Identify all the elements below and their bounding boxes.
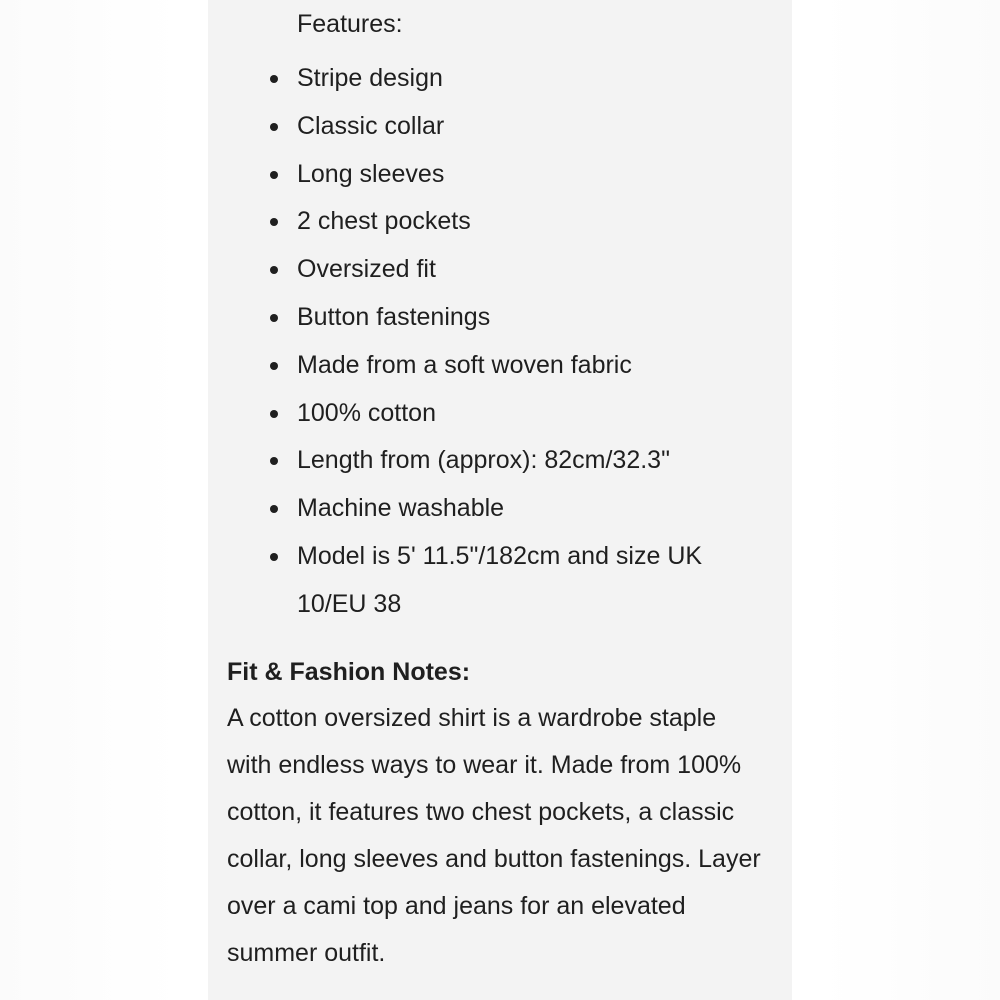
features-list [297, 55, 757, 629]
bullet-icon [270, 505, 278, 513]
bullet-icon [270, 314, 278, 322]
list-item [297, 151, 757, 199]
bullet-icon [270, 218, 278, 226]
feature-text: Long sleeves [297, 159, 445, 188]
list-item [297, 485, 757, 533]
feature-text: Machine washable [297, 494, 505, 523]
feature-text: 2 chest pockets [297, 207, 471, 236]
list-item [297, 246, 757, 294]
feature-text: Stripe design [297, 64, 443, 92]
bullet-icon [270, 123, 278, 131]
list-item [297, 294, 757, 342]
list-item [297, 103, 757, 151]
bullet-icon [270, 75, 278, 83]
bullet-icon [270, 171, 278, 179]
bullet-icon [270, 362, 278, 370]
feature-text: Oversized fit [297, 255, 436, 284]
bullet-icon [270, 410, 278, 418]
feature-text: Length from (approx): 82cm/32.3" [297, 446, 670, 475]
fit-fashion-notes-body: A cotton oversized shirt is a wardrobe staple with endless ways to wear it. Made from 100% cotton, it features two chest pockets, a classic collar, long sleeves and button fastenings. Layer over a cami top and jeans for an elevated summer outfit. [227, 704, 761, 967]
list-item [297, 342, 757, 390]
list-item [297, 533, 757, 629]
list-item [297, 198, 757, 246]
features-heading: Features: [297, 10, 403, 38]
list-item [297, 55, 757, 103]
feature-text: Classic collar [297, 111, 445, 140]
bullet-icon [270, 553, 278, 561]
fit-fashion-notes-heading: Fit & Fashion Notes: [227, 658, 471, 686]
feature-text: 100% cotton [297, 398, 436, 427]
product-description-panel [208, 0, 792, 1000]
list-item [297, 437, 757, 485]
list-item [297, 390, 757, 438]
bullet-icon [270, 266, 278, 274]
feature-text: Model is 5' 11.5"/182cm and size UK 10/EU 38 [297, 541, 703, 618]
feature-text: Button fastenings [297, 302, 491, 331]
bullet-icon [270, 457, 278, 465]
feature-text: Made from a soft woven fabric [297, 350, 632, 379]
